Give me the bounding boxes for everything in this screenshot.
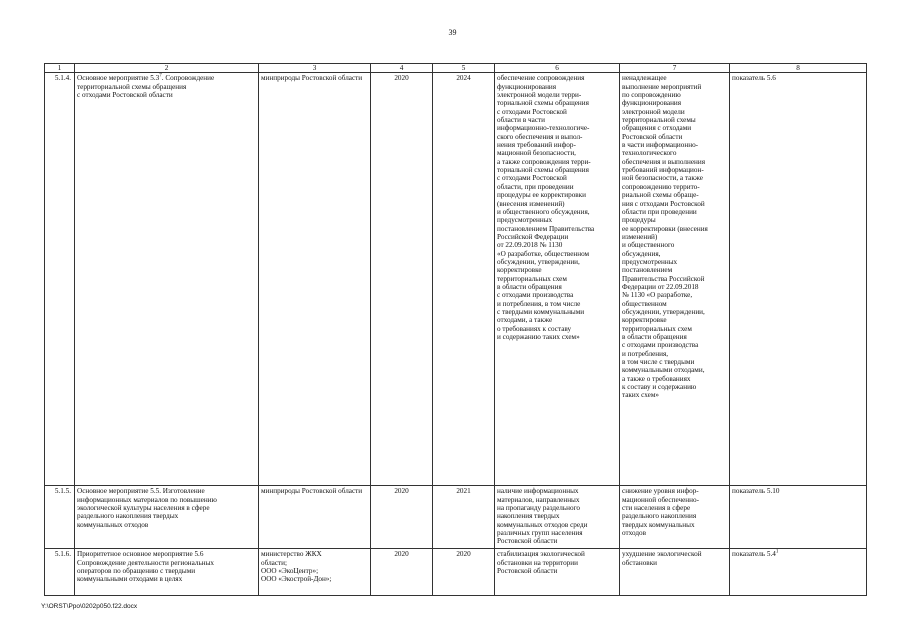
footnote-ref: 7 bbox=[159, 73, 162, 79]
header-cell: 6 bbox=[495, 64, 620, 73]
start-year: 2020 bbox=[371, 549, 433, 596]
start-year: 2020 bbox=[371, 73, 433, 486]
indicator-text: показатель 5.6 bbox=[732, 74, 776, 83]
file-path: Y:\ORST\Ppo\0202p050.f22.docx bbox=[41, 603, 138, 610]
executor: министерство ЖКХ области; ООО «ЭкоЦентр»; ООО «Экострой-Дон»; bbox=[259, 549, 371, 596]
indicator bbox=[730, 73, 867, 486]
end-year: 2024 bbox=[433, 73, 495, 486]
row-number: 5.1.4. bbox=[45, 73, 75, 486]
header-row bbox=[45, 64, 867, 73]
indicator: показатель 5.10 bbox=[730, 486, 867, 549]
start-year: 2020 bbox=[371, 486, 433, 549]
table-row bbox=[45, 73, 867, 486]
measure-name: Приоритетное основное мероприятие 5.6 Сопровождение деятельности региональных операторов по обращению с твердыми коммунальными отходами в целях bbox=[75, 549, 259, 596]
header-cell: 2 bbox=[75, 64, 259, 73]
expected-result: наличие информационных материалов, направленных на пропаганду раздельного накопления твердых коммунальных отходов среди различных групп населения Ростовской области bbox=[495, 486, 620, 549]
table-row bbox=[45, 549, 867, 596]
footnote-ref: 1 bbox=[775, 549, 779, 555]
executor: минприроды Ростовской области bbox=[259, 486, 371, 549]
table-row bbox=[45, 486, 867, 549]
consequences: ненадлежащее выполнение мероприятий по сопровождению функционирования электронной модели территориальной схемы обращения с отходами Ростовской области в части информационно- технологического обеспечения и выполнения требований информацион- ной безопасности, а также сопровождению террито- риальной схемы обраще- ния с отходами Ростовской области при проведении процедуры ее корректировки (внесения изменений) и общественного обсуждения, предусмотренных постановлением Правительства Российской Федерации от 22.09.2018 № 1130 «О разработке, общественном обсуждении, утверждении, корректировке территориальных схем в области обращения с отходами производства и потребления, в том числе с твердыми коммунальными отходами, а также о требованиях к составу и содержанию таких схем» bbox=[620, 73, 730, 486]
measure-name-text: Основное мероприятие 5.3 bbox=[77, 74, 160, 83]
end-year: 2020 bbox=[433, 549, 495, 596]
indicator bbox=[730, 549, 867, 596]
header-cell: 5 bbox=[433, 64, 495, 73]
header-cell: 3 bbox=[259, 64, 371, 73]
end-year: 2021 bbox=[433, 486, 495, 549]
measure-name: Основное мероприятие 5.5. Изготовление информационных материалов по повышению экологической культуры населения в сфере раздельного накопления твердых коммунальных отходов bbox=[75, 486, 259, 549]
consequences: снижение уровня инфор- мационной обеспеченно- сти населения в сфере раздельного накопления твердых коммунальных отходов bbox=[620, 486, 730, 549]
page-number: 39 bbox=[448, 28, 457, 37]
row-number: 5.1.5. bbox=[45, 486, 75, 549]
header-cell: 7 bbox=[620, 64, 730, 73]
measures-table bbox=[44, 63, 867, 596]
row-number: 5.1.6. bbox=[45, 549, 75, 596]
expected-result: обеспечение сопровождения функционирования электронной модели терри- ториальной схемы обращения с отходами Ростовской области в части информационно-технологиче- ского обеспечения и выпол- нения требований инфор- мационной безопасности, а также сопровождения терри- ториальной схемы обращения с отходами Ростовской области, при проведении процедуры ее корректировки (внесения изменений) и общественного обсуждения, предусмотренных постановлением Правительства Российской Федерации от 22.09.2018 № 1130 «О разработке, общественном обсуждении, утверждении, корректировке территориальных схем в области обращения с отходами производства и потребления, в том числе с твердыми коммунальными отходами, а также о требованиях к составу и содержанию таких схем» bbox=[495, 73, 620, 486]
header-cell: 1 bbox=[45, 64, 75, 73]
indicator-text: показатель 5.4 bbox=[732, 550, 776, 559]
header-cell: 4 bbox=[371, 64, 433, 73]
executor: минприроды Ростовской области bbox=[259, 73, 371, 486]
expected-result: стабилизация экологической обстановки на территории Ростовской области bbox=[495, 549, 620, 596]
header-cell: 8 bbox=[730, 64, 867, 73]
measure-name bbox=[75, 73, 259, 486]
measure-name-text: . Сопровождение территориальной схемы обращения с отходами Ростовской области bbox=[77, 74, 215, 100]
consequences: ухудшение экологической обстановки bbox=[620, 549, 730, 596]
